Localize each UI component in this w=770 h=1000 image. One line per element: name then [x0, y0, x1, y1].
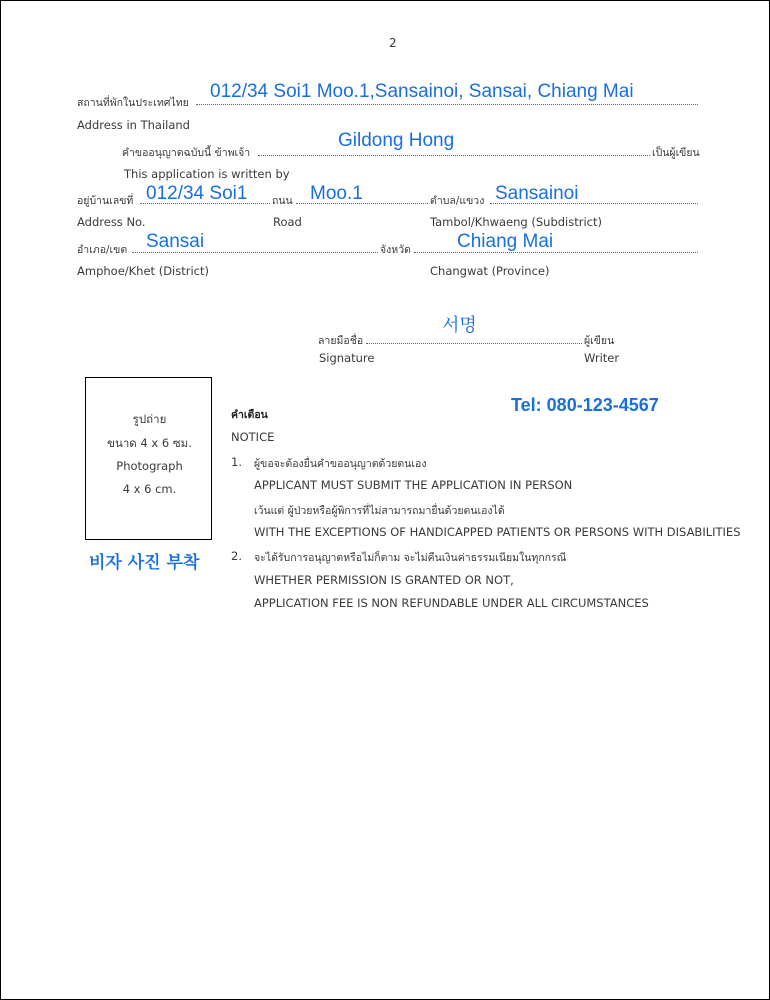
road-label-en: Road	[273, 215, 302, 229]
subdistrict-label-th: ตำบล/แขวง	[430, 195, 485, 207]
photo-box[interactable]	[85, 377, 212, 540]
phone-annotation: Tel: 080-123-4567	[511, 395, 659, 415]
photo-annotation: 비자 사진 부착	[89, 553, 200, 573]
notice-item-1-th2: เว้นแต่ ผู้ป่วยหรือผู้พิการที่ไม่สามารถมายื่นด้วยตนเองได้	[254, 505, 505, 517]
notice-title-th: คำเตือน	[231, 409, 268, 421]
notice-item-1-number: 1.	[231, 455, 242, 469]
address-thailand-dotted-line	[196, 104, 698, 105]
notice-item-2-number: 2.	[231, 549, 242, 563]
address-thailand-label-en: Address in Thailand	[77, 118, 190, 132]
subdistrict-value[interactable]: Sansainoi	[495, 183, 579, 204]
photo-line1: รูปถ่าย	[132, 412, 167, 426]
signature-dotted-line	[366, 343, 582, 344]
notice-item-2-en: WHETHER PERMISSION IS GRANTED OR NOT,	[254, 573, 514, 587]
district-label-en: Amphoe/Khet (District)	[77, 264, 209, 278]
notice-item-1-en: APPLICANT MUST SUBMIT THE APPLICATION IN PERSON	[254, 478, 573, 492]
writer-value[interactable]: Gildong Hong	[338, 130, 455, 151]
address-no-label-th: อยู่บ้านเลขที่	[77, 195, 134, 207]
signature-label-en: Signature	[319, 351, 375, 365]
province-label-en: Changwat (Province)	[430, 264, 550, 278]
writer-label-th: คำขออนุญาตฉบับนี้ ข้าพเจ้า	[122, 147, 251, 159]
notice-item-1-en2: WITH THE EXCEPTIONS OF HANDICAPPED PATIENTS OR PERSONS WITH DISABILITIES	[254, 525, 741, 539]
address-no-value[interactable]: 012/34 Soi1	[146, 183, 248, 204]
district-label-th: อำเภอ/เขต	[77, 244, 128, 256]
photo-line2: ขนาด 4 x 6 ซม.	[107, 436, 192, 450]
photo-line4: 4 x 6 cm.	[122, 482, 177, 496]
address-thailand-value[interactable]: 012/34 Soi1 Moo.1,Sansainoi, Sansai, Chiang Mai	[210, 81, 634, 102]
signature-suffix-th: ผู้เขียน	[584, 335, 615, 347]
photo-line3: Photograph	[116, 459, 183, 473]
writer-dotted-line	[258, 155, 650, 156]
district-value[interactable]: Sansai	[146, 231, 205, 252]
notice-item-1-th: ผู้ขอจะต้องยื่นคำขออนุญาตด้วยตนเอง	[254, 458, 427, 470]
writer-label-en: This application is written by	[124, 167, 290, 181]
page-number: 2	[389, 36, 397, 50]
signature-suffix-en: Writer	[584, 351, 620, 365]
road-label-th: ถนน	[272, 195, 293, 207]
address-thailand-label-th: สถานที่พักในประเทศไทย	[77, 97, 189, 109]
writer-suffix-th: เป็นผู้เขียน	[652, 147, 700, 159]
province-value[interactable]: Chiang Mai	[457, 231, 554, 252]
address-no-label-en: Address No.	[77, 215, 146, 229]
notice-item-2-en2: APPLICATION FEE IS NON REFUNDABLE UNDER ALL CIRCUMSTANCES	[254, 596, 649, 610]
signature-value[interactable]: 서명	[442, 315, 477, 336]
province-label-th: จังหวัด	[380, 244, 411, 256]
notice-title-en: NOTICE	[231, 430, 275, 444]
road-value[interactable]: Moo.1	[310, 183, 363, 204]
subdistrict-label-en: Tambol/Khwaeng (Subdistrict)	[430, 215, 602, 229]
signature-label-th: ลายมือชื่อ	[318, 335, 364, 347]
notice-item-2-th: จะได้รับการอนุญาตหรือไม่ก็ตาม จะไม่คืนเงินค่าธรรมเนียมในทุกกรณี	[254, 552, 567, 564]
